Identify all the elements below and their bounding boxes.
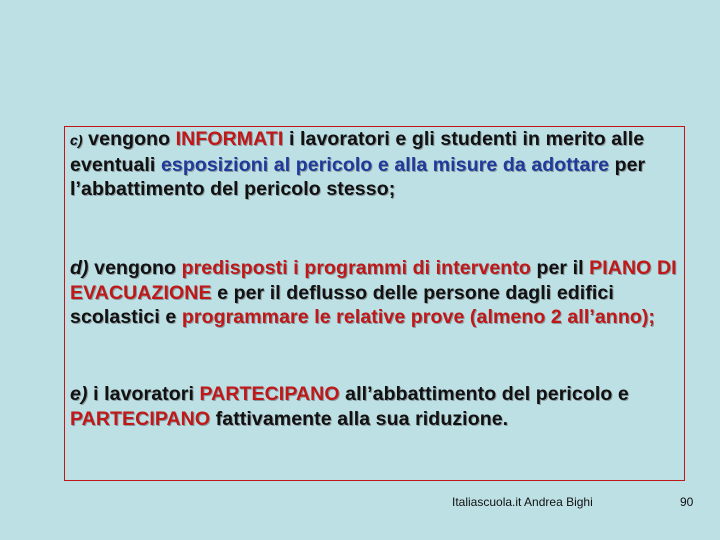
text: fattivamente alla sua riduzione. [210, 407, 509, 430]
highlight-piano-evacuazione: PIANO DI EVACUAZIONE [70, 257, 677, 304]
highlight-esposizioni: esposizioni al pericolo e alla misure da adottare [160, 153, 610, 176]
text: vengono [88, 257, 182, 279]
item-label: d) [70, 257, 89, 279]
item-label: c) [70, 132, 83, 148]
text: i lavoratori e gli studenti in merito alle eventuali [70, 128, 645, 176]
paragraph-c [70, 127, 682, 202]
highlight-partecipano: PARTECIPANO [70, 407, 211, 430]
text: e per il deflusso delle persone dagli edifici scolastici e [70, 281, 614, 328]
footer-credit: Italiascuola.it Andrea Bighi [452, 495, 593, 509]
highlight-predisposti: predisposti i programmi di intervento [181, 257, 531, 279]
page-number: 90 [680, 495, 694, 509]
paragraph-d [70, 256, 682, 330]
text: per il [530, 257, 590, 279]
text: vengono [82, 128, 176, 150]
item-label: e) [70, 383, 88, 405]
highlight-informati: INFORMATI [175, 128, 284, 150]
highlight-programmare: programmare le relative prove (almeno 2 all’anno); [181, 306, 656, 328]
highlight-partecipano: PARTECIPANO [199, 383, 340, 405]
text: all’abbattimento del pericolo e [339, 383, 629, 405]
paragraph-e [70, 382, 682, 431]
text: per l’abbattimento del pericolo stesso; [70, 153, 646, 200]
text: i lavoratori [87, 383, 200, 405]
